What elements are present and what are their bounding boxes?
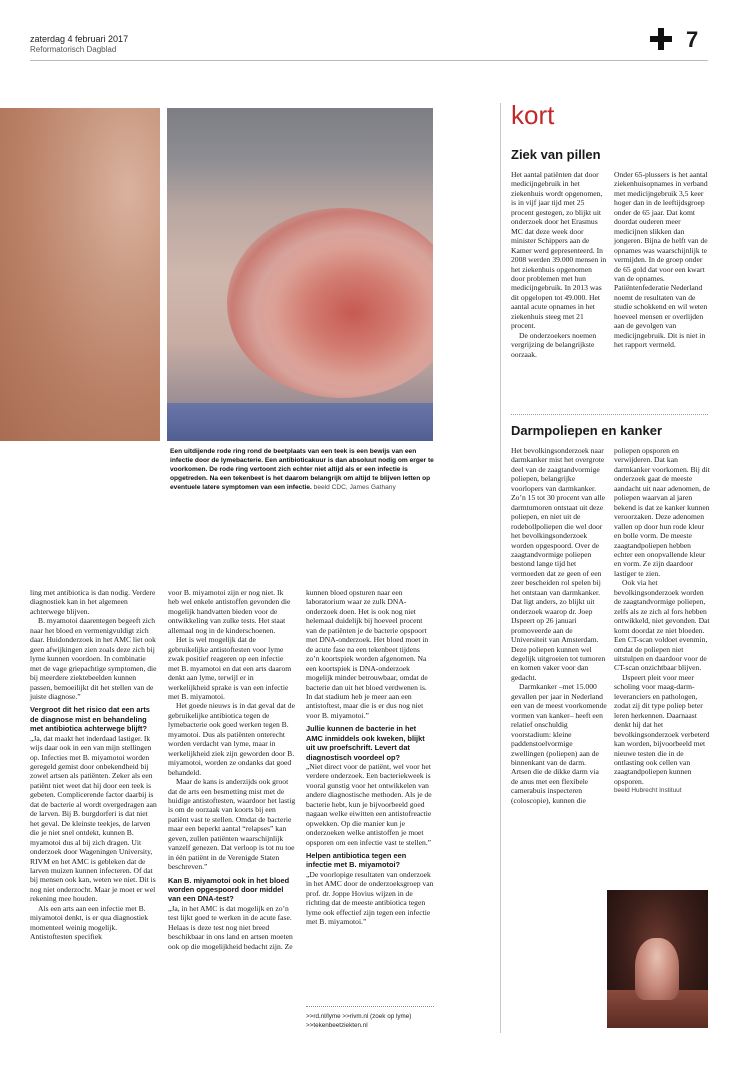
- paragraph: B. myamotoi daarentegen begeeft zich naar het bloed en vermenigvuldigt zich daar. Huidonderzoek in het AMC liet ook geen afwijkingen zien zoals deze zich bij lyme kunnen voordoen. In combinatie met de vage griepachtige symptomen, die bij meerdere ziektebeelden kunnen passen, bemoeilijkt dit het stellen van de juiste diagnose.”: [30, 616, 157, 701]
- news-item-1-column-1: [511, 170, 607, 359]
- paragraph: „Ja, in het AMC is dat mogelijk en zo’n test lijkt goed te werken in de acute fase. Helaas is deze test nog niet breed beschikbaar in ons land en artsen moeten ook op die mogelijkheid bedacht zijn. Ze: [168, 903, 293, 951]
- paragraph: voor B. miyamotoi zijn er nog niet. Ik heb wel enkele antistoffen gevonden die mogelijk handvatten bieden voor de ontwikkeling van zulke tests. Het staat allemaal nog in de kinderschoenen.: [168, 588, 291, 635]
- polyp-illustration: [607, 890, 708, 1028]
- photo-caption: [170, 447, 434, 492]
- item-separator: [511, 414, 708, 415]
- paragraph: IJspeert pleit voor meer scholing voor maag-darm-leveranciers en pathologen, zodat zij dit type poliep beter leren herkennen. Daarnaast denkt hij dat het bevolkingsonderzoek verbeterd kan worden, bijvoorbeeld met nieuwe testen die in de ontlasting ook cellen van zaagtandpoliepen kunnen opsporen.: [614, 672, 710, 786]
- photo-credit: beeld Hubrecht Instituut: [614, 787, 682, 795]
- related-links[interactable]: [306, 1012, 434, 1030]
- paragraph: poliepen opsporen en verwijderen. Dat kan darmkanker voorkomen. Bij dit onderzoek gaat de meeste aandacht uit naar adenomen, de poliepen waarvan al jaren bekend is dat ze kanker kunnen veroorzaken. Deze adenomen vallen op door hun rode kleur en bolle vorm. De meeste zaagtandpoliepen hebben echter een onopvallende kleur en vorm. Ze zijn daardoor lastiger te zien.: [614, 446, 710, 578]
- paragraph: „De voorlopige resultaten van onderzoek in het AMC door de onderzoeksgroep van prof. dr. Joppe Hovius wijzen in de richting dat de meeste antibiotica tegen lyme ook effectief zijn tegen een infectie met B. miyamotoi.”: [306, 869, 434, 927]
- sidebar-divider: [500, 103, 501, 1033]
- news-item-title: Ziek van pillen: [511, 147, 601, 162]
- paragraph: Maar de kans is anderzijds ook groot dat de arts een besmetting mist met de huidige antistoftesten, waardoor het lastig is om de oorzaak van koorts bij een patiënt vast te stellen. Omdat de bacterie maar een beperkt aantal “relapses” kan geven, zullen patiënten waarschijnlijk vanzelf genezen. Dat verloop is tot nu toe in één patiënt in de Verenigde Staten beschreven.”: [168, 777, 296, 872]
- paragraph: Ook via het bevolkingsonderzoek worden de zaagtandvormige poliepen, zelfs als ze zich al fors hebben ontwikkeld, niet gevonden. Dat komt doordat ze niet bloeden. Een CT-scan voldoet evenmin, omdat de poliepen niet uitstulpen en daardoor voor de CT-scan onzichtbaar blijven.: [614, 578, 710, 673]
- page-number: 7: [686, 27, 699, 52]
- news-item-1-column-2: [614, 170, 710, 350]
- caption-text: Een uitdijende rode ring rond de beetplaats van een teek is een bewijs van een infectie door de lymebacterie. Een antibioticakuur is dan absoluut nodig om erger te voorkomen. De rode ring vertoont zich echter niet altijd als er een infectie is opgetreden. Na een tekenbeet is het daarom belangrijk om altijd te blijven letten op eventuele latere symptomen van een infectie.: [170, 448, 434, 491]
- paragraph: Het aantal patiënten dat door medicijngebruik in het ziekenhuis wordt opgenomen, is in vijf jaar tijd met 25 procent gestegen, zo blijkt uit onderzoek door het Erasmus MC dat deze week door minister Schippers aan de Kamer werd gepresenteerd. In 2008 werden 39.000 mensen in het ziekenhuis opgenomen door problemen met hun medicijngebruik. In 2013 was dit opgelopen tot 49.000. Het aantal acute opnames in het ziekenhuis steeg met 21 procent.: [511, 170, 607, 331]
- caption-credit: beeld CDC, James Gathany: [313, 484, 396, 491]
- news-item-title: Darmpoliepen en kanker: [511, 423, 662, 438]
- tick-bite-rash-photo: [167, 108, 433, 441]
- header-divider: [30, 60, 708, 61]
- paragraph: kunnen bloed opsturen naar een laboratorium waar ze zulk DNA-onderzoek doen. Het is ook nog niet helemaal duidelijk bij hoeveel procent van de patiënten je de bacterie opspoort met DNA-onderzoek. Het bloed moet in de acute fase na een tekenbeet tijdens zo’n koortspiek worden afgenomen. Na een koortspiek is DNA-onderzoek mogelijk minder betrouwbaar, omdat de bacterie dan uit het bloed verdwenen is. In dat stadium heb je meer aan een antistoftest, maar die is er dus nog niet voor B. miyamotoi.”: [306, 588, 429, 720]
- polyp: [635, 938, 679, 1000]
- paragraph: Darmkanker –met 15.000 gevallen per jaar in Nederland een van de meest voorkomende vormen van kanker– heeft een relatief onschuldig voorstadium: kleine paddenstoelvormige zwellingen (poliepen) aan de binnenkant van de darm. Artsen die de dikke darm via de anus met een flexibele camerabuis inspecteren (coloscopie), kunnen die: [511, 682, 607, 805]
- paragraph: ling met antibiotica is dan nodig. Verdere diagnostiek kan in het algemeen achterwege blijven.: [30, 588, 156, 616]
- interview-question: Helpen antibiotica tegen een infectie met B. miyamotoi?: [306, 851, 407, 870]
- plus-section-icon: [650, 28, 672, 50]
- news-item-2-column-1: [511, 446, 607, 805]
- article-column-1: [30, 588, 158, 942]
- paragraph: Onder 65-plussers is het aantal ziekenhuisopnames in verband met medicijngebruik 3,5 keer hoger dan in de leeftijdsgroep onder de 65 jaar. Dat komt doordat ouderen meer medicijnen slikken dan jongeren. Bijna de helft van de opnames was waarschijnlijk te vermijden. In de groep onder de 65 gold dat voor een kwart van de opnames. Patiëntenfederatie Nederland noemt de resultaten van de studie schokkend en wil weten hoeveel mensen er overlijden aan de gevolgen van medicijngebruik. Dit is niet in het rapport vermeld.: [614, 170, 708, 350]
- news-item-2-column-2: [614, 446, 710, 796]
- paragraph: Het is wel mogelijk dat de gebruikelijke antistoftesten voor lyme zwak positief reageren op een infectie met B. myamotoi en dat een arts daarom denkt aan lyme, terwijl er in werkelijkheid sprake is van een infectie met B. miyamotoi.: [168, 635, 292, 701]
- paragraph: Het bevolkingsonderzoek naar darmkanker mist het overgrote deel van de zaagtandvormige poliepen, belangrijke voorlopers van darmkanker. Zo’n 15 tot 30 procent van alle darmtumoren ontstaat uit deze poliepen, en niet uit de rodebollpoliepen die wel door het bevolkingsonderzoek worden opgespoord. Over de zaagtandvormige poliepen bestond lange tijd het vermoeden dat ze geen of een zeer bescheiden rol spelen bij het ontstaan van darmkanker. Dat ligt anders, zo blijkt uit onderzoek waarop dr. Joep IJspeert op 26 januari promoveerde aan de Universiteit van Amsterdam. Deze poliepen kunnen wel degelijk uitgroeien tot tumoren en komen vaker voor dan gedacht.: [511, 446, 606, 682]
- paragraph: Het goede nieuws is in dat geval dat de gebruikelijke antibiotica tegen de lymebacterie ook goed werken tegen B. myamotoi. Dus als patiënten onterecht worden verdacht van lyme, maar in werkelijkheid ziek zijn geworden door B. miyamotoi, worden ze ondanks dat goed behandeld.: [168, 701, 295, 777]
- paragraph: „Niet direct voor de patiënt, wel voor het verdere onderzoek. Een bacteriekweek is vooral gunstig voor het ontwikkelen van andere diagnostische methoden. Als je de bacterie hebt, kun je bijvoorbeeld goed nagaan welke eiwitten een antistofreactie opwekken. Op die manier kun je onderzoeken welke antistoffen je moet opsporen om een infectie vast te stellen.”: [306, 761, 432, 847]
- newspaper-name: Reformatorisch Dagblad: [30, 45, 117, 54]
- paragraph: De onderzoekers noemen vergrijzing de belangrijkste oorzaak.: [511, 330, 597, 359]
- interview-question: Kan B. miyamotoi ook in het bloed worden opgespoord door middel van een DNA-test?: [168, 875, 290, 904]
- links-divider: [306, 1006, 434, 1007]
- issue-date: zaterdag 4 februari 2017: [30, 34, 129, 44]
- interview-question: Vergroot dit het risico dat een arts de diagnose mist en behandeling met antibiotica achterwege blijft?: [30, 705, 150, 734]
- article-column-3: [306, 588, 434, 927]
- paragraph: Als een arts aan een infectie met B. miyamotoi denkt, is er qua diagnostiek momenteel weinig mogelijk. Antistoftesten specifiek: [30, 903, 149, 942]
- paragraph: „Ja, dat maakt het inderdaad lastiger. Ik wijs daar ook in een van mijn stellingen op. Infecties met B. miyamotoi worden geregeld gemist door onbekendheid bij zowel artsen als patiënten. Zeker als een patiënt niet weet dat hij door een teek is gebeten. Complicerende factor daarbij is dat de bacterie al wordt overgedragen aan de larven. Bij B. burgdorferi is dat niet het geval. De kleinste teekjes, de larven die je niet snel ontdekt, kunnen B. myamotoi dus al bij zich dragen. Uit onderzoek door Wageningen University, RIVM en het AMC is gebleken dat de larven muizen kunnen infecteren. Of dat bij mensen ook kan, weten we niet. Dit is nog niet onderzocht. Maar je moet er wel rekening mee houden.: [30, 733, 157, 904]
- link-rd-rivm[interactable]: >>rd.nl/lyme >>rivm.nl (zoek op lyme): [306, 1013, 412, 1020]
- skin-closeup-photo: [0, 108, 160, 441]
- interview-question: Jullie kunnen de bacterie in het AMC inmiddels ook kweken, blijkt uit uw proefschrift. Levert dat diagnostisch voordeel op?: [306, 724, 425, 762]
- link-tekenbeetziekten[interactable]: >>tekenbeetziekten.nl: [306, 1022, 368, 1029]
- section-label: kort: [511, 100, 555, 130]
- article-column-2: [168, 588, 296, 951]
- erythema-ring: [227, 208, 433, 398]
- sleeve: [167, 403, 433, 441]
